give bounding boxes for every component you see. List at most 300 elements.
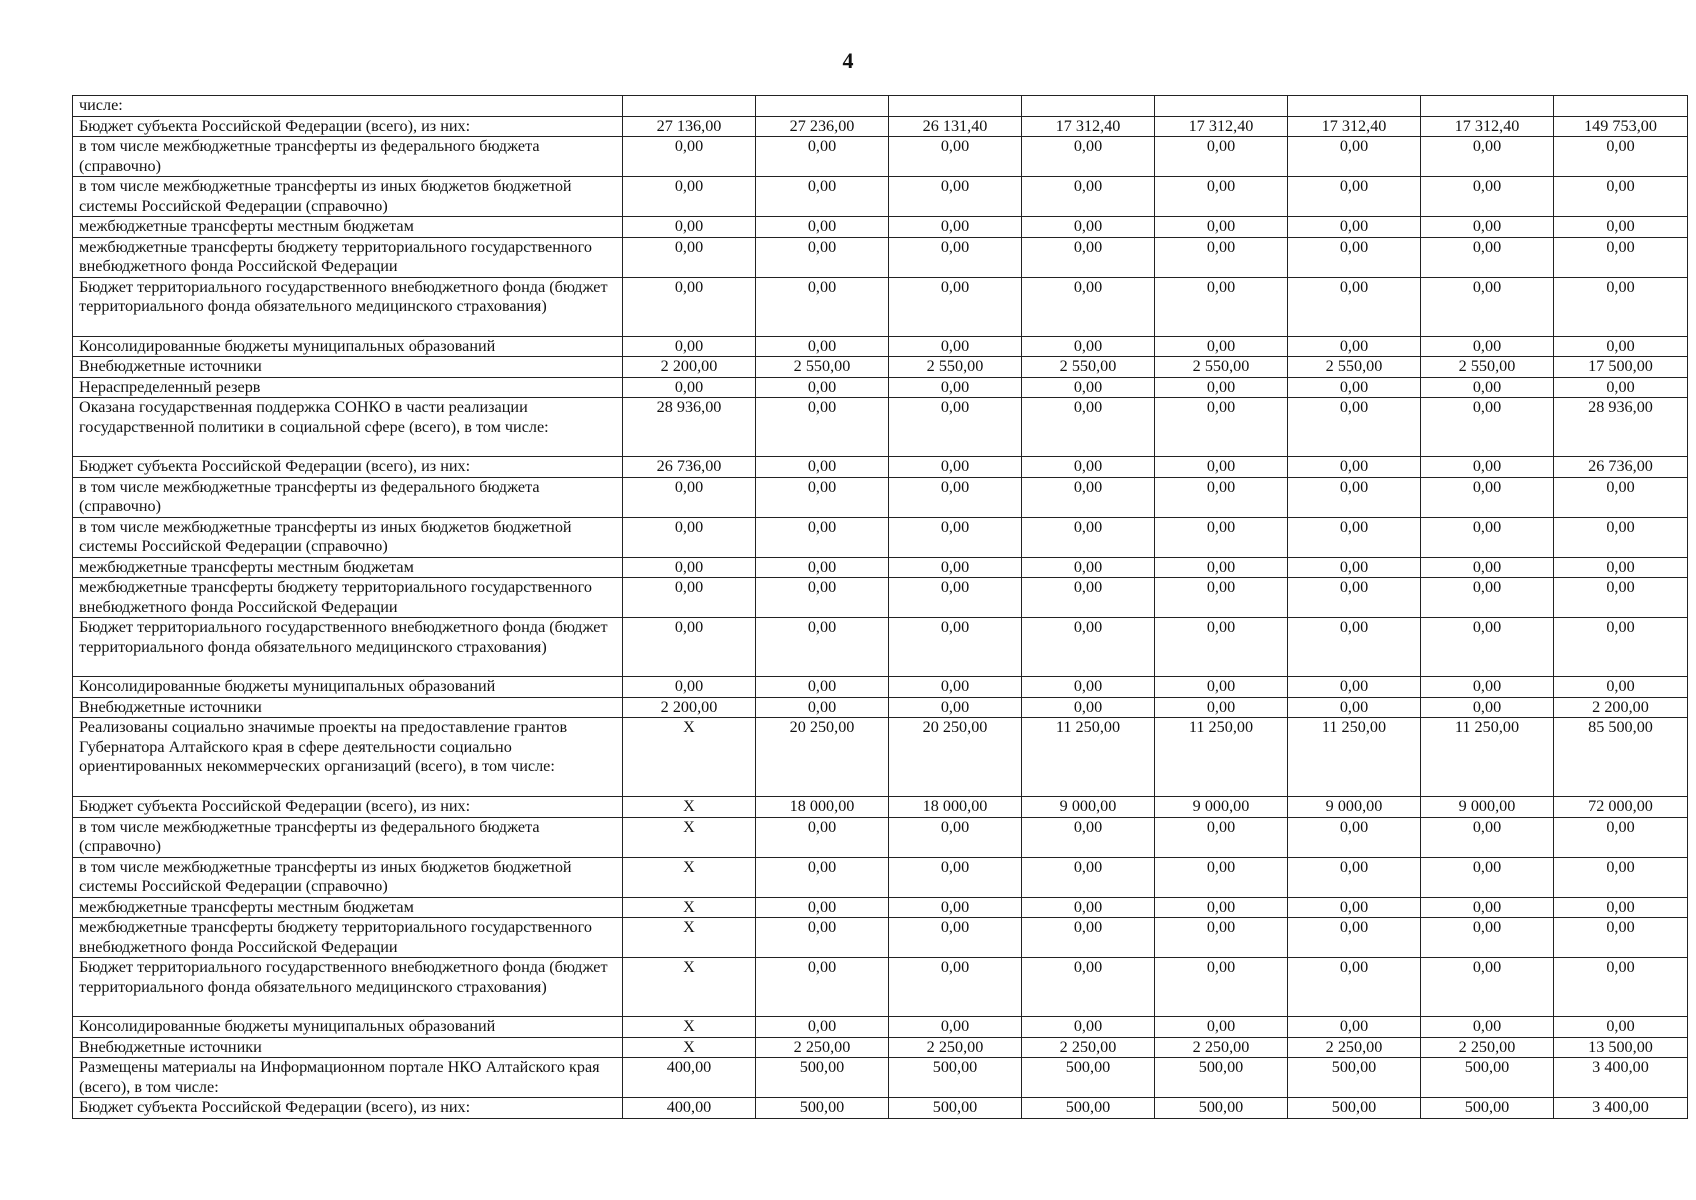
value-cell	[1288, 96, 1421, 117]
value-cell: 0,00	[1421, 217, 1554, 238]
value-cell: Х	[623, 817, 756, 857]
table-row	[73, 277, 1688, 336]
value-cell: 28 936,00	[1554, 398, 1688, 457]
value-cell: 0,00	[1554, 277, 1688, 336]
table-row	[73, 336, 1688, 357]
value-cell: 0,00	[1022, 398, 1155, 457]
value-cell: 0,00	[1155, 457, 1288, 478]
value-cell: 500,00	[1288, 1098, 1421, 1119]
value-cell: 0,00	[756, 857, 889, 897]
value-cell: 0,00	[889, 377, 1022, 398]
table-row	[73, 457, 1688, 478]
value-cell: 500,00	[1155, 1098, 1288, 1119]
value-cell: 17 312,40	[1288, 116, 1421, 137]
value-cell: Х	[623, 958, 756, 1017]
value-cell: 0,00	[1022, 517, 1155, 557]
value-cell: 0,00	[756, 557, 889, 578]
value-cell: 500,00	[756, 1058, 889, 1098]
value-cell: 0,00	[623, 677, 756, 698]
value-cell: 13 500,00	[1554, 1037, 1688, 1058]
value-cell: 500,00	[1022, 1098, 1155, 1119]
value-cell: 0,00	[1022, 237, 1155, 277]
value-cell: 500,00	[889, 1058, 1022, 1098]
row-label: Бюджет территориального государственного внебюджетного фонда (бюджет территориального фонда обязательного медицинского страхования)	[73, 958, 623, 1017]
value-cell: 0,00	[623, 477, 756, 517]
value-cell: 2 550,00	[1022, 357, 1155, 378]
value-cell: 9 000,00	[1155, 797, 1288, 818]
value-cell: 0,00	[889, 1017, 1022, 1038]
value-cell: 0,00	[1421, 618, 1554, 677]
row-label: Оказана государственная поддержка СОНКО в части реализации государственной политики в социальной сфере (всего), в том числе:	[73, 398, 623, 457]
value-cell: 0,00	[1421, 697, 1554, 718]
value-cell: 27 236,00	[756, 116, 889, 137]
value-cell: 0,00	[1421, 817, 1554, 857]
page-number: 4	[842, 48, 854, 73]
value-cell	[1554, 96, 1688, 117]
value-cell: 0,00	[1421, 377, 1554, 398]
value-cell: 0,00	[1155, 177, 1288, 217]
row-label: межбюджетные трансферты бюджету территориального государственного внебюджетного фонда Российской Федерации	[73, 578, 623, 618]
value-cell: 0,00	[623, 557, 756, 578]
value-cell: 18 000,00	[889, 797, 1022, 818]
value-cell: 0,00	[1421, 557, 1554, 578]
table-row	[73, 578, 1688, 618]
value-cell: 0,00	[1554, 377, 1688, 398]
row-label: Реализованы социально значимые проекты на предоставление грантов Губернатора Алтайского края в сфере деятельности социально ориентированных некоммерческих организаций (всего), в том числе:	[73, 718, 623, 797]
value-cell: 0,00	[1288, 398, 1421, 457]
row-label: в том числе межбюджетные трансферты из федерального бюджета (справочно)	[73, 477, 623, 517]
value-cell: 0,00	[1554, 237, 1688, 277]
value-cell: 0,00	[1155, 336, 1288, 357]
value-cell: 0,00	[1022, 578, 1155, 618]
value-cell: 0,00	[889, 618, 1022, 677]
value-cell: 149 753,00	[1554, 116, 1688, 137]
value-cell: 28 936,00	[623, 398, 756, 457]
table-row	[73, 1058, 1688, 1098]
value-cell: 2 200,00	[623, 697, 756, 718]
value-cell: 0,00	[1421, 677, 1554, 698]
value-cell: 20 250,00	[889, 718, 1022, 797]
value-cell: 0,00	[1288, 377, 1421, 398]
value-cell: 0,00	[889, 857, 1022, 897]
value-cell: 0,00	[889, 457, 1022, 478]
value-cell: Х	[623, 918, 756, 958]
value-cell: 0,00	[756, 457, 889, 478]
value-cell: 0,00	[889, 918, 1022, 958]
value-cell: 0,00	[889, 217, 1022, 238]
value-cell: 0,00	[623, 237, 756, 277]
value-cell: 2 200,00	[1554, 697, 1688, 718]
value-cell	[623, 96, 756, 117]
value-cell: 500,00	[1155, 1058, 1288, 1098]
row-label: в том числе межбюджетные трансферты из иных бюджетов бюджетной системы Российской Федерации (справочно)	[73, 177, 623, 217]
value-cell: Х	[623, 897, 756, 918]
budget-table	[72, 95, 1688, 1119]
value-cell: 0,00	[889, 517, 1022, 557]
value-cell: 0,00	[1288, 857, 1421, 897]
value-cell: 0,00	[1155, 217, 1288, 238]
value-cell: Х	[623, 1037, 756, 1058]
value-cell: 0,00	[1022, 918, 1155, 958]
value-cell: 0,00	[1288, 457, 1421, 478]
value-cell: 0,00	[756, 277, 889, 336]
table-row	[73, 517, 1688, 557]
value-cell: 0,00	[1155, 377, 1288, 398]
table-row	[73, 918, 1688, 958]
value-cell: 0,00	[1288, 237, 1421, 277]
value-cell: 0,00	[756, 398, 889, 457]
value-cell: 0,00	[1554, 817, 1688, 857]
value-cell: 0,00	[756, 377, 889, 398]
value-cell: 0,00	[756, 677, 889, 698]
table-row	[73, 398, 1688, 457]
value-cell: 0,00	[1288, 897, 1421, 918]
value-cell: 0,00	[1421, 857, 1554, 897]
value-cell: 0,00	[1288, 697, 1421, 718]
value-cell: 400,00	[623, 1058, 756, 1098]
value-cell: 0,00	[1554, 557, 1688, 578]
value-cell: 0,00	[1022, 137, 1155, 177]
value-cell: 0,00	[1554, 897, 1688, 918]
value-cell: 0,00	[889, 817, 1022, 857]
value-cell: 0,00	[1288, 578, 1421, 618]
value-cell: 0,00	[1022, 618, 1155, 677]
value-cell: 0,00	[1022, 697, 1155, 718]
value-cell: 0,00	[1155, 237, 1288, 277]
table-row	[73, 817, 1688, 857]
value-cell: 0,00	[1554, 517, 1688, 557]
value-cell: 17 500,00	[1554, 357, 1688, 378]
value-cell: 0,00	[1288, 958, 1421, 1017]
value-cell: 0,00	[623, 336, 756, 357]
value-cell: 0,00	[1554, 1017, 1688, 1038]
value-cell: 0,00	[1288, 1017, 1421, 1038]
value-cell: 0,00	[1554, 677, 1688, 698]
value-cell: 0,00	[623, 137, 756, 177]
value-cell: 0,00	[1155, 557, 1288, 578]
value-cell: 0,00	[889, 336, 1022, 357]
row-label: в том числе межбюджетные трансферты из федерального бюджета (справочно)	[73, 137, 623, 177]
table-row	[73, 557, 1688, 578]
value-cell: 2 250,00	[1022, 1037, 1155, 1058]
table-row	[73, 1098, 1688, 1119]
value-cell: 0,00	[1022, 457, 1155, 478]
value-cell: 0,00	[1022, 336, 1155, 357]
value-cell: 0,00	[1554, 857, 1688, 897]
value-cell: 0,00	[1155, 477, 1288, 517]
value-cell: 0,00	[1022, 277, 1155, 336]
row-label: числе:	[73, 96, 623, 117]
value-cell: 0,00	[1421, 918, 1554, 958]
value-cell: 0,00	[1155, 398, 1288, 457]
value-cell: 0,00	[1288, 677, 1421, 698]
table-row	[73, 697, 1688, 718]
value-cell: 500,00	[1288, 1058, 1421, 1098]
value-cell: 0,00	[889, 697, 1022, 718]
value-cell: 0,00	[1155, 277, 1288, 336]
value-cell: 0,00	[756, 958, 889, 1017]
value-cell: 0,00	[756, 237, 889, 277]
table-row	[73, 797, 1688, 818]
row-label: в том числе межбюджетные трансферты из федерального бюджета (справочно)	[73, 817, 623, 857]
value-cell: 17 312,40	[1022, 116, 1155, 137]
value-cell: 0,00	[1155, 517, 1288, 557]
row-label: Бюджет территориального государственного внебюджетного фонда (бюджет территориального фонда обязательного медицинского страхования)	[73, 618, 623, 677]
value-cell: 0,00	[1554, 578, 1688, 618]
value-cell: 0,00	[1554, 217, 1688, 238]
value-cell: 0,00	[1421, 336, 1554, 357]
value-cell: 2 550,00	[1288, 357, 1421, 378]
value-cell: 2 200,00	[623, 357, 756, 378]
value-cell: 85 500,00	[1554, 718, 1688, 797]
value-cell: 500,00	[1421, 1098, 1554, 1119]
value-cell: 0,00	[1155, 677, 1288, 698]
value-cell: 500,00	[889, 1098, 1022, 1119]
value-cell: 0,00	[1421, 137, 1554, 177]
value-cell: 0,00	[756, 918, 889, 958]
value-cell: 500,00	[1421, 1058, 1554, 1098]
value-cell: 18 000,00	[756, 797, 889, 818]
value-cell: 0,00	[1554, 137, 1688, 177]
value-cell: 9 000,00	[1288, 797, 1421, 818]
value-cell: 0,00	[1022, 1017, 1155, 1038]
value-cell: 0,00	[1421, 177, 1554, 217]
value-cell: 2 550,00	[889, 357, 1022, 378]
row-label: Консолидированные бюджеты муниципальных образований	[73, 336, 623, 357]
row-label: Внебюджетные источники	[73, 1037, 623, 1058]
value-cell: 0,00	[1554, 618, 1688, 677]
row-label: межбюджетные трансферты местным бюджетам	[73, 897, 623, 918]
value-cell: 11 250,00	[1288, 718, 1421, 797]
table-row	[73, 96, 1688, 117]
value-cell: 500,00	[1022, 1058, 1155, 1098]
value-cell: 11 250,00	[1421, 718, 1554, 797]
value-cell: 500,00	[756, 1098, 889, 1119]
row-label: межбюджетные трансферты местным бюджетам	[73, 217, 623, 238]
value-cell: 3 400,00	[1554, 1058, 1688, 1098]
value-cell: 0,00	[1421, 477, 1554, 517]
table-row	[73, 857, 1688, 897]
value-cell: 0,00	[1288, 618, 1421, 677]
value-cell: 0,00	[1155, 817, 1288, 857]
value-cell: 0,00	[1022, 817, 1155, 857]
budget-table-container	[72, 95, 1687, 1119]
row-label: межбюджетные трансферты бюджету территориального государственного внебюджетного фонда Российской Федерации	[73, 918, 623, 958]
value-cell: 0,00	[1288, 137, 1421, 177]
value-cell: 0,00	[1288, 918, 1421, 958]
table-row	[73, 1017, 1688, 1038]
value-cell: 0,00	[1288, 477, 1421, 517]
value-cell: 0,00	[1421, 398, 1554, 457]
value-cell: 0,00	[1022, 217, 1155, 238]
value-cell: 11 250,00	[1022, 718, 1155, 797]
value-cell: Х	[623, 1017, 756, 1038]
value-cell: 27 136,00	[623, 116, 756, 137]
value-cell: 0,00	[1421, 1017, 1554, 1038]
value-cell: 0,00	[1155, 897, 1288, 918]
table-row	[73, 137, 1688, 177]
value-cell: 0,00	[1288, 277, 1421, 336]
value-cell: 0,00	[756, 177, 889, 217]
table-row	[73, 237, 1688, 277]
value-cell: 0,00	[1022, 677, 1155, 698]
value-cell: 0,00	[1421, 277, 1554, 336]
value-cell	[1155, 96, 1288, 117]
row-label: Бюджет субъекта Российской Федерации (всего), из них:	[73, 1098, 623, 1119]
value-cell: 0,00	[1421, 897, 1554, 918]
row-label: Размещены материалы на Информационном портале НКО Алтайского края (всего), в том числе:	[73, 1058, 623, 1098]
value-cell: 0,00	[756, 517, 889, 557]
value-cell	[1022, 96, 1155, 117]
value-cell: 0,00	[1421, 457, 1554, 478]
value-cell: 0,00	[1022, 958, 1155, 1017]
value-cell: Х	[623, 718, 756, 797]
value-cell: 2 550,00	[1155, 357, 1288, 378]
value-cell: 11 250,00	[1155, 718, 1288, 797]
value-cell: 0,00	[1288, 817, 1421, 857]
value-cell: 0,00	[1022, 377, 1155, 398]
value-cell: 0,00	[1421, 578, 1554, 618]
value-cell: Х	[623, 857, 756, 897]
value-cell: 0,00	[1288, 336, 1421, 357]
value-cell: 0,00	[889, 477, 1022, 517]
value-cell: 0,00	[623, 618, 756, 677]
value-cell: 0,00	[1554, 918, 1688, 958]
value-cell: 0,00	[889, 237, 1022, 277]
value-cell: 0,00	[889, 897, 1022, 918]
table-row	[73, 217, 1688, 238]
row-label: Нераспределенный резерв	[73, 377, 623, 398]
table-row	[73, 618, 1688, 677]
value-cell: 0,00	[756, 217, 889, 238]
value-cell: 0,00	[1421, 517, 1554, 557]
table-row	[73, 897, 1688, 918]
table-row	[73, 1037, 1688, 1058]
value-cell: 0,00	[1288, 517, 1421, 557]
value-cell: 0,00	[889, 137, 1022, 177]
value-cell: 0,00	[756, 336, 889, 357]
value-cell: 2 550,00	[1421, 357, 1554, 378]
value-cell: 0,00	[1155, 137, 1288, 177]
value-cell: 0,00	[1155, 857, 1288, 897]
value-cell: 0,00	[1022, 477, 1155, 517]
value-cell: 0,00	[756, 137, 889, 177]
value-cell: 26 736,00	[623, 457, 756, 478]
value-cell: 0,00	[889, 578, 1022, 618]
value-cell: 0,00	[623, 177, 756, 217]
row-label: межбюджетные трансферты бюджету территориального государственного внебюджетного фонда Российской Федерации	[73, 237, 623, 277]
value-cell: 9 000,00	[1421, 797, 1554, 818]
value-cell: 0,00	[1554, 958, 1688, 1017]
table-row	[73, 677, 1688, 698]
value-cell: 26 131,40	[889, 116, 1022, 137]
value-cell: 400,00	[623, 1098, 756, 1119]
row-label: Внебюджетные источники	[73, 697, 623, 718]
row-label: в том числе межбюджетные трансферты из иных бюджетов бюджетной системы Российской Федерации (справочно)	[73, 517, 623, 557]
value-cell: 0,00	[756, 618, 889, 677]
value-cell: 0,00	[1421, 237, 1554, 277]
value-cell: 0,00	[1554, 336, 1688, 357]
value-cell: 26 736,00	[1554, 457, 1688, 478]
value-cell: 0,00	[889, 398, 1022, 457]
row-label: межбюджетные трансферты местным бюджетам	[73, 557, 623, 578]
value-cell: 0,00	[756, 817, 889, 857]
value-cell: 0,00	[889, 277, 1022, 336]
table-row	[73, 177, 1688, 217]
value-cell: 0,00	[756, 1017, 889, 1038]
value-cell: 0,00	[1288, 217, 1421, 238]
value-cell	[1421, 96, 1554, 117]
value-cell: 3 400,00	[1554, 1098, 1688, 1119]
table-row	[73, 116, 1688, 137]
value-cell: 0,00	[756, 697, 889, 718]
value-cell	[756, 96, 889, 117]
table-row	[73, 477, 1688, 517]
value-cell: 2 250,00	[1155, 1037, 1288, 1058]
value-cell: 0,00	[1022, 177, 1155, 217]
value-cell: 0,00	[1288, 557, 1421, 578]
value-cell: 0,00	[889, 557, 1022, 578]
value-cell: 0,00	[1022, 857, 1155, 897]
value-cell: 0,00	[1421, 958, 1554, 1017]
value-cell: 0,00	[1155, 918, 1288, 958]
value-cell: 2 250,00	[1288, 1037, 1421, 1058]
row-label: Внебюджетные источники	[73, 357, 623, 378]
value-cell	[889, 96, 1022, 117]
value-cell: 2 250,00	[756, 1037, 889, 1058]
row-label: Консолидированные бюджеты муниципальных образований	[73, 677, 623, 698]
value-cell: 0,00	[889, 958, 1022, 1017]
value-cell: 0,00	[756, 578, 889, 618]
table-row	[73, 958, 1688, 1017]
value-cell: 2 250,00	[889, 1037, 1022, 1058]
value-cell: 0,00	[756, 897, 889, 918]
table-row	[73, 377, 1688, 398]
table-row	[73, 718, 1688, 797]
value-cell: 0,00	[1288, 177, 1421, 217]
value-cell: 72 000,00	[1554, 797, 1688, 818]
value-cell: 0,00	[623, 377, 756, 398]
value-cell: 0,00	[889, 677, 1022, 698]
budget-table-body	[73, 96, 1688, 1119]
value-cell: 0,00	[1022, 897, 1155, 918]
value-cell: 2 550,00	[756, 357, 889, 378]
value-cell: 20 250,00	[756, 718, 889, 797]
value-cell: 0,00	[756, 477, 889, 517]
value-cell: 0,00	[1155, 618, 1288, 677]
value-cell: 0,00	[1155, 958, 1288, 1017]
row-label: Бюджет территориального государственного внебюджетного фонда (бюджет территориального фонда обязательного медицинского страхования)	[73, 277, 623, 336]
row-label: Консолидированные бюджеты муниципальных образований	[73, 1017, 623, 1038]
value-cell: 0,00	[1155, 697, 1288, 718]
value-cell: 0,00	[1554, 477, 1688, 517]
value-cell: Х	[623, 797, 756, 818]
value-cell: 0,00	[623, 277, 756, 336]
value-cell: 17 312,40	[1421, 116, 1554, 137]
value-cell: 0,00	[889, 177, 1022, 217]
value-cell: 17 312,40	[1155, 116, 1288, 137]
value-cell: 0,00	[623, 578, 756, 618]
value-cell: 9 000,00	[1022, 797, 1155, 818]
value-cell: 2 250,00	[1421, 1037, 1554, 1058]
row-label: Бюджет субъекта Российской Федерации (всего), из них:	[73, 797, 623, 818]
value-cell: 0,00	[1554, 177, 1688, 217]
row-label: Бюджет субъекта Российской Федерации (всего), из них:	[73, 457, 623, 478]
value-cell: 0,00	[623, 217, 756, 238]
value-cell: 0,00	[623, 517, 756, 557]
row-label: в том числе межбюджетные трансферты из иных бюджетов бюджетной системы Российской Федерации (справочно)	[73, 857, 623, 897]
table-row	[73, 357, 1688, 378]
